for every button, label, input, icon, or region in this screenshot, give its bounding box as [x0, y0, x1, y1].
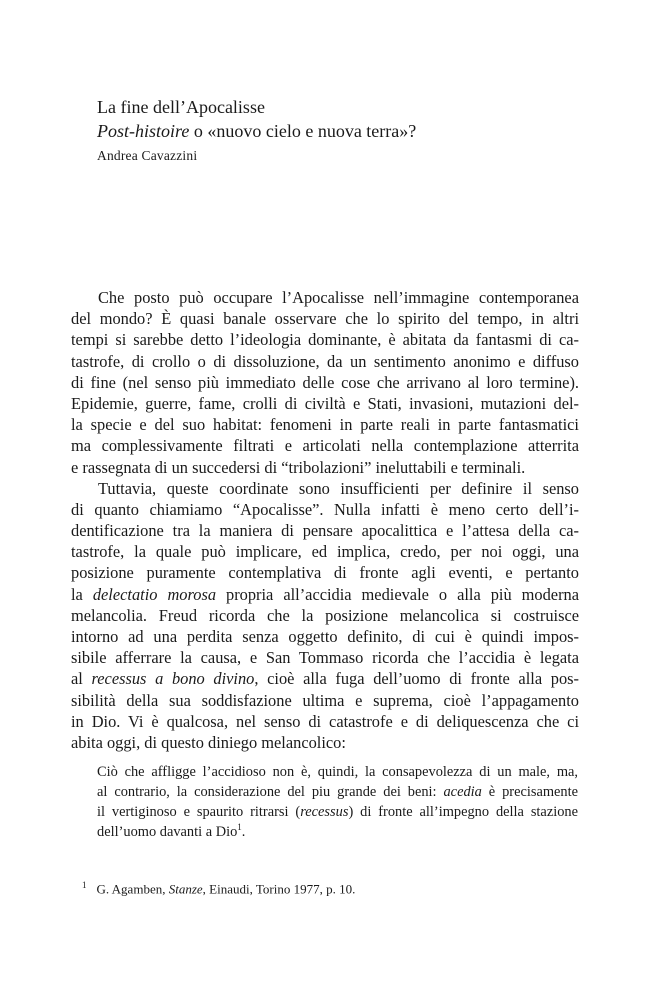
text-line: di quanto chiamiamo “Apocalisse”. Nulla infatti è meno certo dell’i- — [71, 499, 579, 519]
text-line: del mondo? È quasi banale osservare che lo spirito del tempo, in altri — [71, 309, 579, 329]
chapter-header — [97, 95, 557, 166]
text-run: al contrario, la considerazione del piu grande dei beni: — [97, 784, 444, 800]
footnote — [82, 876, 355, 898]
text-run: il vertiginoso e spaurito ritrarsi ( — [97, 804, 301, 820]
italic-phrase: acedia — [443, 784, 482, 800]
quote-line: Ciò che affligge l’accidioso non è, quindi, la consapevolezza di un male, ma, — [97, 764, 578, 780]
footnote-text: G. Agamben, — [96, 881, 169, 897]
text-line — [71, 668, 579, 689]
text-line: intorno ad una perdita senza oggetto definito, di cui è quindi impos- — [71, 627, 579, 646]
text-line: di fine (nel senso più immediato delle cose che arrivano al loro termine). — [71, 372, 579, 392]
subtitle-italic: Post-histoire — [97, 121, 190, 141]
chapter-author: Andrea Cavazzini — [97, 148, 198, 163]
text-line: sibilità della sua soddisfazione ultima e suprema, cioè l’appagamento — [71, 690, 579, 710]
block-quote — [97, 762, 578, 842]
text-line: tempi si sarebbe detto l’ideologia dominante, è abitata da fantasmi di ca- — [71, 330, 579, 350]
text-line: Che posto può occupare l’Apocalisse nell’immagine contemporanea — [98, 288, 579, 307]
text-line: posizione puramente contemplativa di fronte agli eventi, e pertanto — [71, 563, 579, 583]
text-run: al — [71, 669, 92, 689]
text-line: Tuttavia, queste coordinate sono insufficienti per definire il senso — [98, 478, 579, 498]
body-text — [71, 287, 579, 753]
italic-phrase: recessus a bono divino — [91, 669, 255, 689]
text-run: propria all’accidia medievale o alla più moderna — [216, 584, 579, 604]
text-run: , cioè alla fuga dell’uomo di fronte alla pos- — [254, 669, 579, 689]
text-line: sibile afferrare la causa, e San Tommaso ricorda che l’accidia è legata — [71, 648, 579, 668]
text-line: tastrofe, di crollo o di dissoluzione, da un sentimento anonimo e diffuso — [71, 351, 579, 371]
text-line: tastrofe, la quale può implicare, ed implica, credo, per noi oggi, una — [71, 542, 579, 562]
text-run: la — [71, 584, 93, 604]
footnote-italic-title: Stanze — [168, 881, 203, 897]
text-line: Epidemie, guerre, fame, crolli di civiltà e Stati, invasioni, mutazioni del- — [71, 393, 579, 413]
footnote-reference[interactable]: 1 — [237, 822, 242, 833]
paragraph-1 — [71, 287, 579, 478]
text-run: ) di fronte all’impegno della stazione — [348, 804, 578, 820]
text-run: è precisamente — [481, 784, 579, 800]
subtitle-rest: o «nuovo cielo e nuova terra»? — [189, 121, 417, 141]
chapter-subtitle — [97, 119, 557, 143]
footnote-text: , Einaudi, Torino 1977, p. 10. — [202, 881, 356, 897]
quote-line — [97, 782, 578, 802]
text-line: abita oggi, di questo diniego melancolico: — [71, 732, 346, 752]
text-line: e rassegnata di un succedersi di “tribolazioni” ineluttabili e terminali. — [71, 457, 526, 477]
text-line: in Dio. Vi è qualcosa, nel senso di catastrofe e di deliquescenza che ci — [71, 711, 579, 731]
text-run: dell’uomo davanti a Dio — [97, 824, 238, 840]
italic-phrase: recessus — [300, 804, 349, 820]
text-line: la specie e del suo habitat: fenomeni in parte reali in parte fantasmatici — [71, 415, 579, 435]
quote-line — [97, 822, 578, 842]
chapter-title: La fine dell’Apocalisse — [97, 97, 265, 117]
text-line — [71, 584, 579, 605]
text-line: ma complessivamente filtrati e articolati nella contemplazione atterrita — [71, 436, 579, 456]
quote-line — [97, 802, 578, 822]
footnote-number: 1 — [82, 880, 87, 890]
text-line: melancolia. Freud ricorda che la posizione melancolica si costruisce — [71, 605, 579, 625]
text-run: . — [241, 824, 246, 840]
text-line: dentificazione tra la maniera di pensare apocalittica e l’attesa della ca- — [71, 521, 579, 541]
paragraph-2 — [71, 478, 579, 753]
italic-phrase: delectatio morosa — [92, 584, 217, 604]
